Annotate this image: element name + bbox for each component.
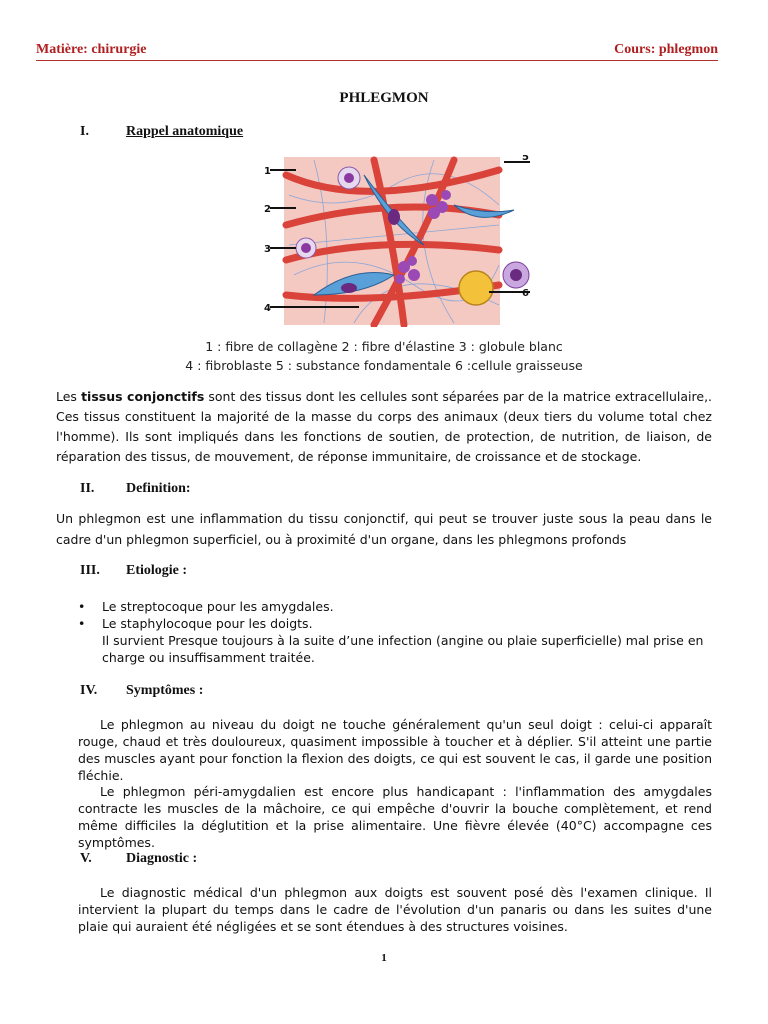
connective-tissue-figure (254, 155, 530, 327)
section-number: II. (80, 481, 95, 496)
course-label: Cours: phlegmon (614, 42, 718, 57)
white-blood-cell-nucleus (510, 269, 522, 281)
diagnostic-paragraph (78, 884, 712, 935)
symptomes-paragraph-2 (78, 783, 712, 851)
figure-label: 5 (522, 155, 529, 163)
section-title: Definition: (126, 481, 191, 496)
figure-caption-line2: 4 : fibroblaste 5 : substance fondamentale 6 :cellule graisseuse (185, 358, 583, 373)
tissue-illustration (254, 155, 530, 327)
section-heading-5 (80, 851, 197, 867)
fibroblast-nucleus (388, 209, 400, 225)
figure-label: 1 (264, 166, 271, 177)
list-item: • Le streptocoque pour les amygdales. (78, 598, 718, 615)
document-title: PHLEGMON (339, 90, 429, 106)
intro-prefix: Les (56, 389, 82, 404)
section-title: Etiologie : (126, 563, 188, 578)
intro-term: tissus conjonctifs (81, 389, 205, 404)
etiologie-continuation: Il survient Presque toujours à la suite d’une infection (angine ou plaie superficielle) mal prise en charge ou insuffisamment traitée. (102, 633, 704, 665)
section-title: Rappel anatomique (126, 124, 244, 139)
page-number: 1 (381, 952, 387, 964)
fibroblast-nucleus (341, 283, 357, 293)
section-heading-3 (80, 563, 187, 579)
figure-caption-line1: 1 : fibre de collagène 2 : fibre d'élastine 3 : globule blanc (205, 339, 563, 354)
symptomes-text-2: Le phlegmon péri-amygdalien est encore plus handicapant : l'inflammation des amygdales contracte les muscles de la mâchoire, ce qui empêche d'ouvrir la bouche complètement, et rend même difficiles la déglutition et la prise alimentaire. Une fièvre élevée (40°C) accompagne ces symptômes. (78, 784, 712, 850)
white-blood-cell-nucleus (344, 173, 354, 183)
section-heading-2 (80, 481, 191, 497)
fat-cell (459, 271, 493, 305)
section-title: Symptômes : (126, 683, 204, 698)
section-heading-1 (80, 124, 243, 140)
symptomes-text-1: Le phlegmon au niveau du doigt ne touche généralement qu'un seul doigt : celui-ci apparaît rouge, chaud et très douloureux, quasiment impossible à toucher et à déplier. S'il atteint une partie des muscles ayant pour fonction la flexion des doigts, ce qui est souvent le cas, il garde une position fléchie. (78, 717, 712, 783)
diagnostic-text: Le diagnostic médical d'un phlegmon aux doigts est souvent posé dès l'examen clinique. Il intervient la plupart du temps dans le cadre de l'évolution d'un panaris ou dans les suites d'une plaie qui auraient été négligées et se sont étendues à des structures voisines. (78, 885, 712, 934)
white-blood-cell-nucleus (301, 243, 311, 253)
section-number: V. (80, 851, 92, 866)
section-number: IV. (80, 683, 98, 698)
section-number: III. (80, 563, 100, 578)
definition-paragraph: Un phlegmon est une inflammation du tissu conjonctif, qui peut se trouver juste sous la peau dans le cadre d'un phlegmon superficiel, ou à proximité d'un organe, dans les phlegmons profonds (56, 511, 712, 547)
section-number: I. (80, 124, 89, 139)
figure-label: 2 (264, 204, 271, 215)
section-heading-4 (80, 683, 203, 699)
figure-label: 3 (264, 244, 271, 255)
symptomes-paragraph-1 (78, 716, 712, 784)
figure-label: 6 (522, 288, 529, 299)
page-header (36, 42, 718, 61)
subject-label: Matière: chirurgie (36, 42, 147, 57)
section-title: Diagnostic : (126, 851, 198, 866)
etiologie-list (78, 598, 718, 666)
intro-text: sont des tissus dont les cellules sont séparées par de la matrice extracellulaire,. Ces tissus constituent la majorité de la masse du corps des animaux (deux tiers du volume total chez l'homme). Ils sont impliqués dans les fonctions de soutien, de protection, de nutrition, de liaison, de réparation des tissus, de mouvement, de réponse immunitaire, de croissance et de stockage. (56, 389, 713, 464)
figure-label: 4 (264, 303, 271, 314)
list-item: • Le staphylocoque pour les doigts. (78, 615, 718, 632)
intro-paragraph (56, 387, 712, 467)
